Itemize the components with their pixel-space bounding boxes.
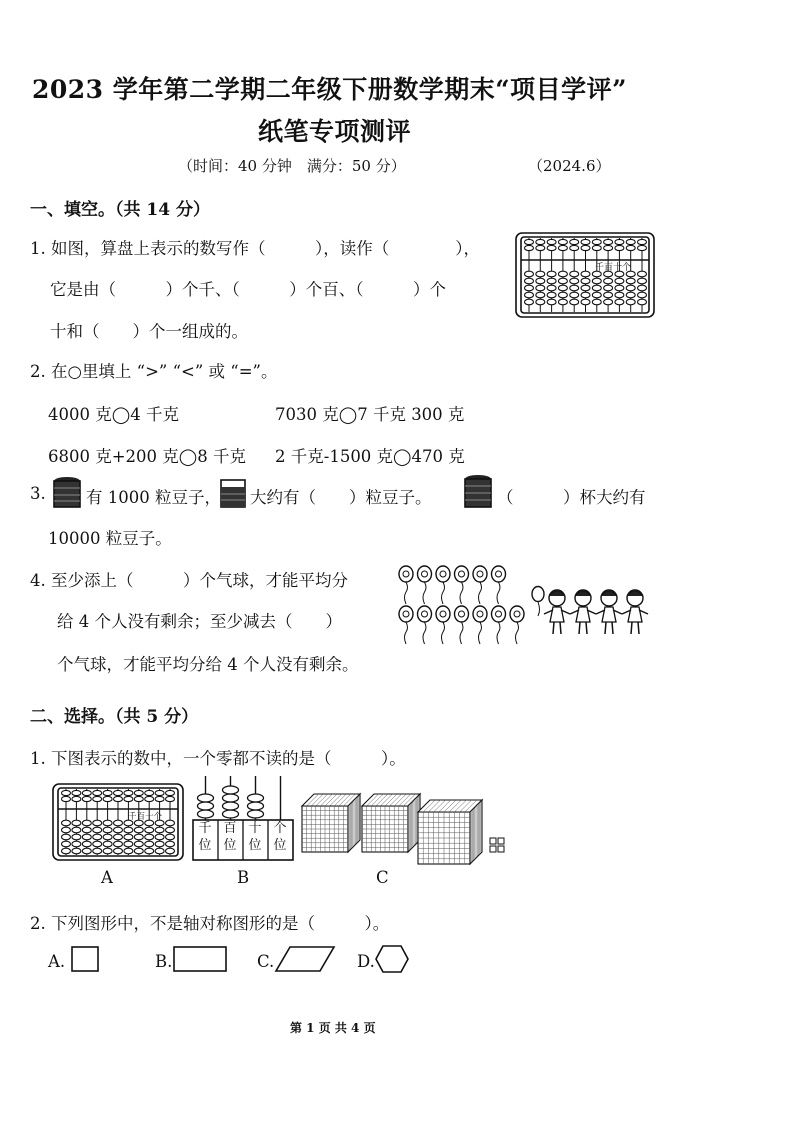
balloon — [455, 606, 469, 622]
unit-cube — [490, 838, 496, 844]
abacus-bead — [525, 292, 534, 298]
balloon — [436, 606, 450, 622]
child-leg — [560, 622, 561, 634]
abacus-bead — [604, 285, 613, 291]
abacus-bead — [62, 790, 71, 795]
balloon — [455, 566, 469, 582]
balloon-string — [497, 622, 500, 644]
frame-bead — [198, 794, 214, 802]
abacus-bead — [592, 285, 601, 291]
abacus-bead — [103, 790, 112, 795]
abacus-bead — [82, 834, 91, 840]
large-cup-icon — [463, 474, 493, 510]
balloon — [436, 566, 450, 582]
abacus-bead — [536, 271, 545, 277]
abacus-bead — [114, 820, 123, 826]
page-title-line2: 纸笔专项测评 — [258, 117, 412, 146]
abacus-bead — [547, 278, 556, 284]
section2-heading: 二、选择。（共 5 分） — [30, 707, 199, 727]
abacus-bead — [145, 796, 154, 801]
balloon-string — [442, 622, 445, 644]
abacus-bead — [72, 834, 81, 840]
half-cup-icon — [219, 477, 247, 509]
abacus-bead — [592, 292, 601, 298]
abacus-bead — [82, 790, 91, 795]
child-leg — [579, 622, 580, 634]
abacus-bead — [103, 820, 112, 826]
abacus-bead — [626, 239, 635, 244]
abacus-bead — [638, 245, 647, 250]
abacus-bead — [536, 285, 545, 291]
balloon-string — [479, 622, 482, 644]
abacus-bead — [604, 239, 613, 244]
abacus-bead — [626, 278, 635, 284]
abacus-bead — [558, 292, 567, 298]
abacus-bead — [570, 299, 579, 305]
place-label-tens — [243, 820, 267, 854]
abacus-bead — [62, 848, 71, 854]
abacus-rods — [525, 238, 647, 312]
abacus-bead — [547, 245, 556, 250]
balloon — [418, 606, 432, 622]
abacus-bead — [103, 796, 112, 801]
place-label-ones — [268, 820, 292, 854]
abacus-bead — [615, 299, 624, 305]
small-cup-icon — [52, 476, 82, 510]
abacus-bead — [114, 841, 123, 847]
abacus-bead — [155, 834, 164, 840]
abacus-bead — [166, 841, 175, 847]
abacus-bead — [592, 278, 601, 284]
abacus-bead — [638, 271, 647, 277]
exam-time-info: （时间：40 分钟 满分：50 分） — [178, 157, 406, 175]
abacus-bead — [145, 848, 154, 854]
abacus-bead — [166, 848, 175, 854]
abacus-bead — [124, 790, 133, 795]
abacus-bead — [103, 848, 112, 854]
abacus-bead — [615, 245, 624, 250]
abacus-bead — [525, 285, 534, 291]
abacus-bead — [114, 834, 123, 840]
abacus-bead — [558, 271, 567, 277]
abacus-bead — [93, 834, 102, 840]
abacus-bead — [604, 278, 613, 284]
abacus-a-place-label: 千百十个 — [128, 812, 163, 822]
s1-q2-d: 2 千克-1500 克◯470 克 — [275, 447, 465, 466]
abacus-bead — [62, 796, 71, 801]
abacus-bead — [626, 245, 635, 250]
abacus-bead — [155, 796, 164, 801]
abacus-bead — [525, 239, 534, 244]
frame-bead — [248, 810, 264, 818]
section1-heading: 一、填空。（共 14 分） — [30, 200, 210, 220]
abacus-bead — [581, 278, 590, 284]
abacus-bead — [134, 796, 143, 801]
abacus-bead — [114, 796, 123, 801]
abacus-bead — [570, 292, 579, 298]
balloon-string — [460, 622, 463, 644]
abacus-bead — [570, 271, 579, 277]
abacus-bead — [124, 796, 133, 801]
abacus-bead — [114, 848, 123, 854]
abacus-bead — [581, 292, 590, 298]
abacus-bead — [124, 848, 133, 854]
s1-q2-a: 4000 克◯4 千克 — [48, 405, 179, 424]
abacus-bead — [558, 239, 567, 244]
abacus-bead — [82, 841, 91, 847]
s1-q2-line1: 2. 在○里填上 “>” “<” 或 “=”。 — [30, 362, 278, 381]
abacus-bead — [615, 285, 624, 291]
child-body — [628, 607, 642, 622]
abacus-bead — [72, 848, 81, 854]
s1-q4-line3: 个气球，才能平均分给 4 个人没有剩余。 — [57, 655, 359, 674]
abacus-bead — [626, 285, 635, 291]
abacus-bead — [82, 796, 91, 801]
option-c-label: C — [376, 868, 389, 887]
child-leg — [586, 622, 587, 634]
abacus-bead — [72, 796, 81, 801]
s1-q2-b: 7030 克◯7 千克 300 克 — [275, 405, 465, 424]
balloon — [399, 606, 413, 622]
option-b: B. — [155, 952, 173, 971]
balloon — [399, 566, 413, 582]
balloon — [532, 587, 544, 602]
frame-bead — [198, 810, 214, 818]
balloon — [492, 606, 506, 622]
abacus-bead — [581, 239, 590, 244]
thousand-cube — [362, 794, 420, 852]
abacus-bead — [155, 841, 164, 847]
abacus-bead — [536, 292, 545, 298]
balloon — [510, 606, 524, 622]
balloons-icon — [396, 566, 556, 652]
abacus-bead — [547, 271, 556, 277]
abacus-bead — [82, 827, 91, 833]
abacus-bead — [547, 292, 556, 298]
abacus-bead — [525, 278, 534, 284]
abacus-bead — [114, 827, 123, 833]
abacus-bead — [155, 848, 164, 854]
abacus-bead — [72, 841, 81, 847]
abacus-bead — [581, 285, 590, 291]
s1-q4-line2: 给 4 个人没有剩余；至少减去（ ） — [57, 612, 342, 631]
unit-cube — [498, 846, 504, 852]
hexagon-shape-icon — [374, 944, 410, 974]
abacus-bead — [93, 827, 102, 833]
unit-cube — [498, 838, 504, 844]
option-a-label: A — [101, 868, 113, 887]
balloon-string — [423, 622, 426, 644]
s1-q3-part1: 有 1000 粒豆子， — [86, 488, 221, 507]
abacus-bead — [615, 292, 624, 298]
abacus-bead — [134, 790, 143, 795]
place-label-text: 千位 — [198, 821, 212, 853]
abacus-bead — [547, 285, 556, 291]
s1-q4-line1: 4. 至少添上（ ）个气球，才能平均分 — [30, 571, 348, 590]
page-number: 第 1 页 共 4 页 — [290, 1021, 376, 1035]
balloon-string — [460, 582, 463, 604]
abacus-bead — [155, 827, 164, 833]
abacus-bead — [558, 245, 567, 250]
abacus-bead — [604, 292, 613, 298]
abacus-bead — [570, 285, 579, 291]
abacus-bead — [615, 278, 624, 284]
abacus-bead — [124, 834, 133, 840]
abacus-bead — [103, 841, 112, 847]
abacus-a-icon — [52, 783, 184, 861]
balloon-string — [423, 582, 426, 604]
abacus-bead — [93, 796, 102, 801]
abacus-bead — [166, 790, 175, 795]
abacus-bead — [93, 790, 102, 795]
balloon-string — [442, 582, 445, 604]
thousand-cube — [418, 800, 482, 864]
s2-q1-text: 1. 下图表示的数中，一个零都不读的是（ ）。 — [30, 749, 406, 768]
frame-bead — [248, 794, 264, 802]
s1-q3-line2: 10000 粒豆子。 — [48, 529, 172, 548]
abacus-bead — [145, 834, 154, 840]
frame-bead — [223, 810, 239, 818]
balloon — [473, 606, 487, 622]
abacus-bead — [82, 848, 91, 854]
abacus-bead — [166, 827, 175, 833]
abacus-bead — [547, 239, 556, 244]
abacus-bead — [103, 827, 112, 833]
place-label-text: 百位 — [223, 821, 237, 853]
abacus-bead — [581, 299, 590, 305]
s1-q3-num: 3. — [30, 484, 46, 503]
balloon-string — [405, 622, 408, 644]
abacus-bead — [581, 271, 590, 277]
child-leg — [605, 622, 606, 634]
frame-bead — [223, 786, 239, 794]
abacus-bead — [62, 841, 71, 847]
balloon — [492, 566, 506, 582]
place-label-hundreds — [218, 820, 242, 854]
abacus-bead — [547, 299, 556, 305]
abacus-bead — [638, 285, 647, 291]
abacus-bead — [638, 299, 647, 305]
unit-cube — [490, 846, 496, 852]
place-label-text: 十位 — [248, 821, 262, 853]
abacus-bead — [615, 239, 624, 244]
s1-q2-c: 6800 克+200 克◯8 千克 — [48, 447, 247, 466]
frame-bead — [198, 802, 214, 810]
place-label-text: 个位 — [273, 821, 287, 853]
abacus-bead — [82, 820, 91, 826]
abacus-bead — [570, 278, 579, 284]
abacus-bead — [145, 827, 154, 833]
abacus-bead — [536, 278, 545, 284]
child-body — [576, 607, 590, 622]
parallelogram-shape-icon — [274, 945, 336, 973]
abacus-bead — [604, 299, 613, 305]
child-leg — [553, 622, 554, 634]
abacus-bead — [145, 841, 154, 847]
abacus-bead — [72, 827, 81, 833]
abacus-bead — [592, 239, 601, 244]
balloon — [418, 566, 432, 582]
abacus-bead — [114, 790, 123, 795]
abacus-bead — [62, 820, 71, 826]
abacus-bead — [570, 239, 579, 244]
children-icon — [544, 588, 648, 638]
abacus-bead — [155, 790, 164, 795]
s1-q1-line1: 1. 如图，算盘上表示的数写作（ ），读作（ ）， — [30, 239, 480, 258]
abacus-bead — [145, 790, 154, 795]
abacus-bead — [166, 796, 175, 801]
abacus-bead — [536, 239, 545, 244]
abacus-bead — [592, 299, 601, 305]
exam-date: （2024.6） — [528, 157, 611, 175]
abacus-bead — [134, 827, 143, 833]
frame-bead — [223, 794, 239, 802]
abacus-bead — [124, 841, 133, 847]
abacus-bead — [558, 299, 567, 305]
abacus-bead — [72, 820, 81, 826]
frame-bead — [223, 802, 239, 810]
abacus-bead — [62, 827, 71, 833]
s1-q1-line3: 十和（ ）个一组成的。 — [50, 322, 248, 341]
abacus-bead — [62, 834, 71, 840]
rectangle-shape-icon — [172, 945, 228, 973]
child-leg — [631, 622, 632, 634]
s1-q1-line2: 它是由（ ）个千、（ ）个百、（ ）个 — [50, 280, 446, 299]
abacus-bead — [558, 285, 567, 291]
abacus-bead — [536, 245, 545, 250]
thousand-cubes-icon — [300, 780, 520, 860]
option-b-label: B — [237, 868, 250, 887]
abacus-bead — [134, 848, 143, 854]
s1-q3-part2: 大约有（ ）粒豆子。 — [250, 488, 432, 507]
balloon-string — [405, 582, 408, 604]
balloon-string — [497, 582, 500, 604]
abacus-bead — [558, 278, 567, 284]
abacus-bead — [626, 292, 635, 298]
abacus-bead — [626, 299, 635, 305]
abacus-icon — [515, 232, 655, 318]
square-shape-icon — [70, 945, 100, 973]
thousand-cube — [302, 794, 360, 852]
child-body — [602, 607, 616, 622]
child-body — [550, 607, 564, 622]
balloon — [473, 566, 487, 582]
balloon-string — [516, 622, 519, 644]
abacus-bead — [604, 245, 613, 250]
abacus-bead — [525, 245, 534, 250]
abacus-bead — [638, 278, 647, 284]
abacus-bead — [124, 827, 133, 833]
option-a: A. — [48, 952, 66, 971]
balloon-string — [479, 582, 482, 604]
abacus-bead — [93, 841, 102, 847]
place-label-thousands — [193, 820, 217, 854]
abacus-bead — [638, 292, 647, 298]
abacus-bead — [72, 790, 81, 795]
abacus-bead — [638, 239, 647, 244]
abacus-bead — [581, 245, 590, 250]
abacus-bead — [592, 245, 601, 250]
s2-q2-text: 2. 下列图形中，不是轴对称图形的是（ ）。 — [30, 914, 390, 933]
abacus-bead — [166, 834, 175, 840]
frame-bead — [248, 802, 264, 810]
abacus-bead — [93, 848, 102, 854]
option-d: D. — [357, 952, 375, 971]
page-title-line1: 2023 学年第二学期二年级下册数学期末“项目学评” — [32, 75, 628, 104]
abacus-bead — [166, 820, 175, 826]
abacus-bead — [134, 841, 143, 847]
abacus-bead — [525, 299, 534, 305]
abacus-bead — [536, 299, 545, 305]
child-leg — [638, 622, 639, 634]
abacus-bead — [93, 820, 102, 826]
abacus-bead — [103, 834, 112, 840]
abacus-bead — [134, 834, 143, 840]
option-c: C. — [257, 952, 275, 971]
child-leg — [612, 622, 613, 634]
abacus-bead — [570, 245, 579, 250]
balloon-string — [538, 602, 540, 616]
abacus-bead — [525, 271, 534, 277]
s1-q3-part3: （ ）杯大约有 — [497, 488, 646, 507]
abacus-place-label: 千百十个 — [595, 263, 632, 273]
